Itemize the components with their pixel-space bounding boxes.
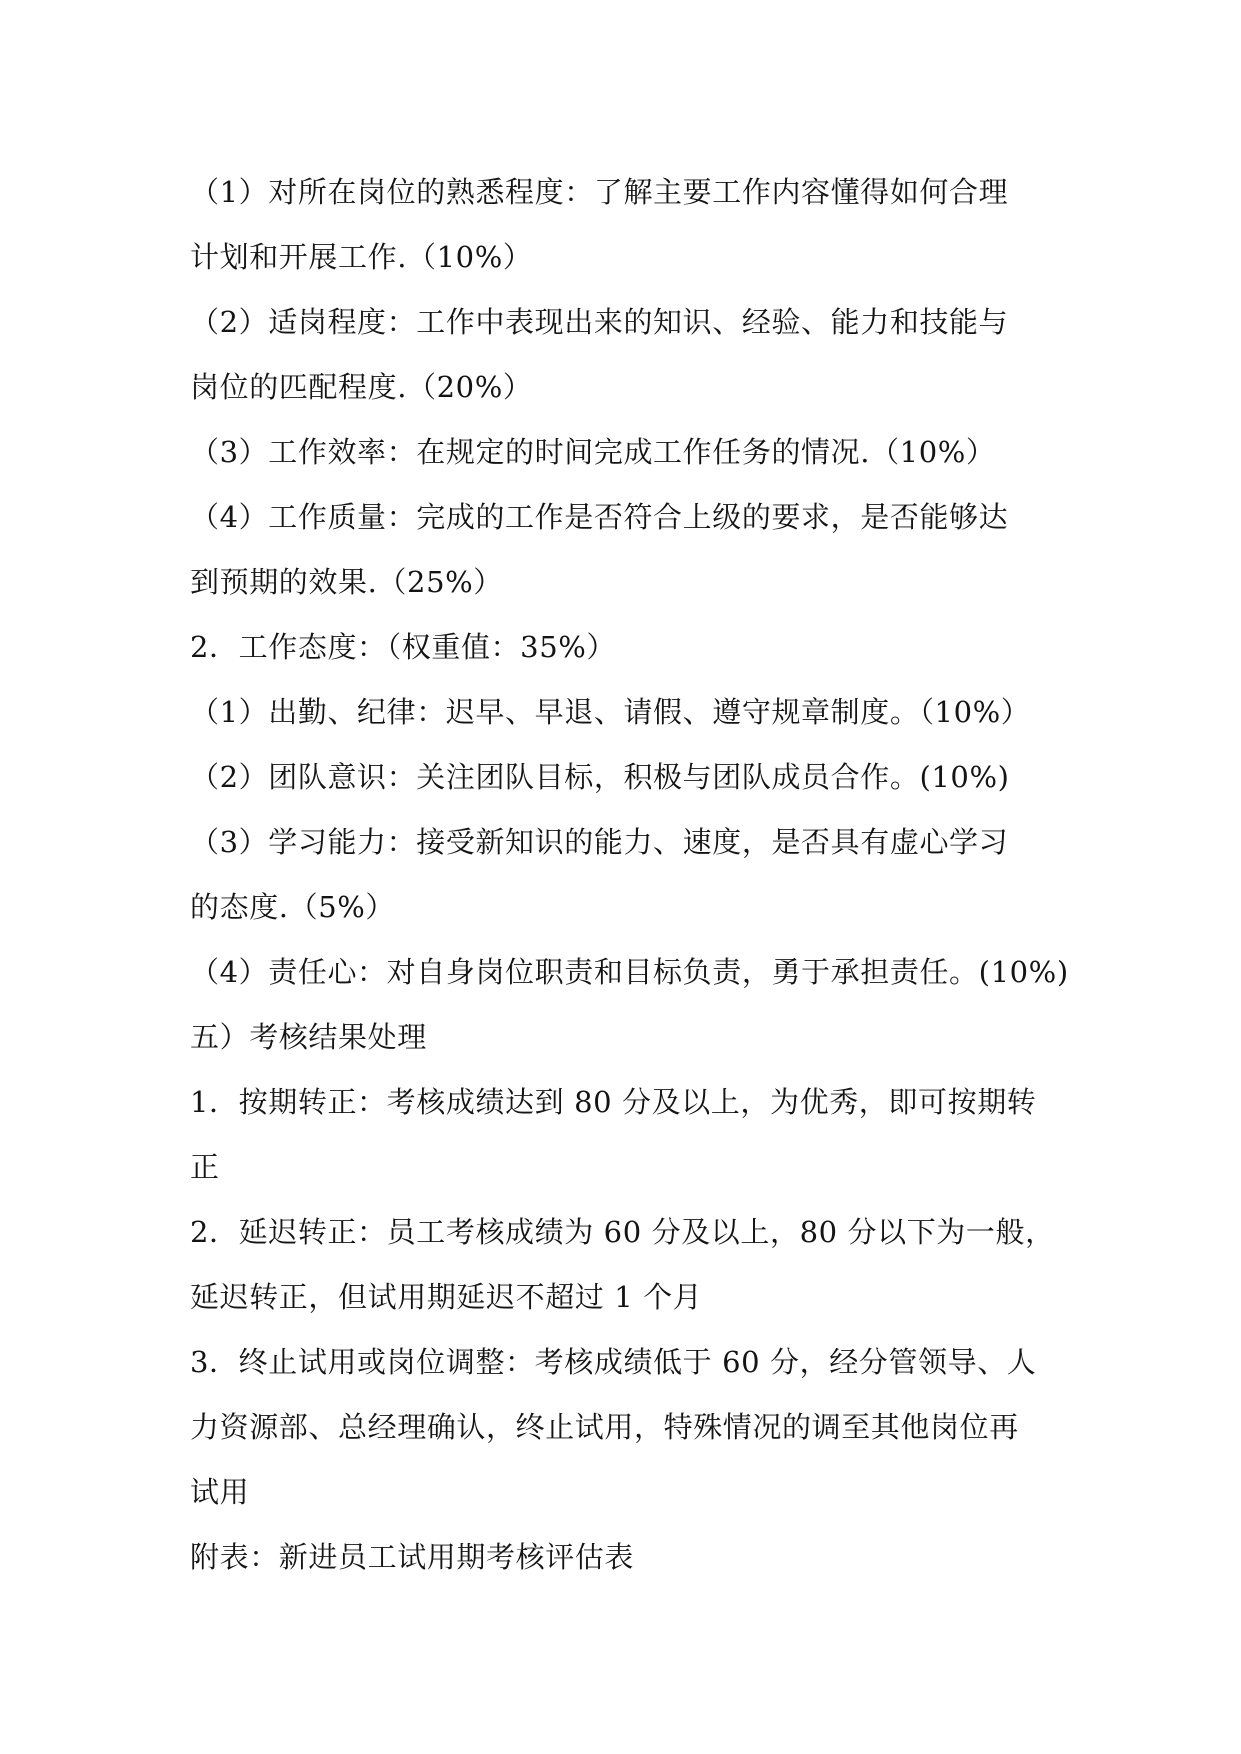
section-heading: 五）考核结果处理 bbox=[190, 1020, 427, 1054]
text-line: 到预期的效果.（25%） bbox=[190, 565, 503, 599]
text-line: 试用 bbox=[190, 1475, 250, 1509]
text-line: （1）对所在岗位的熟悉程度：了解主要工作内容懂得如何合理 bbox=[190, 175, 1009, 209]
text-line: （1）出勤、纪律：迟早、早退、请假、遵守规章制度。（10%） bbox=[190, 695, 1031, 729]
text-line: （2）适岗程度：工作中表现出来的知识、经验、能力和技能与 bbox=[190, 305, 1009, 339]
text-line: 3．终止试用或岗位调整：考核成绩低于 60 分，经分管领导、人 bbox=[190, 1345, 1037, 1379]
text-line: 力资源部、总经理确认，终止试用，特殊情况的调至其他岗位再 bbox=[190, 1410, 1019, 1444]
text-line: 正 bbox=[190, 1150, 220, 1184]
text-line: （4）工作质量：完成的工作是否符合上级的要求，是否能够达 bbox=[190, 500, 1009, 534]
section-heading: 2．工作态度：（权重值：35%） bbox=[190, 630, 617, 664]
text-line: （3）学习能力：接受新知识的能力、速度，是否具有虚心学习 bbox=[190, 825, 1009, 859]
text-line: 计划和开展工作.（10%） bbox=[190, 240, 533, 274]
text-line: （2）团队意识：关注团队目标，积极与团队成员合作。(10%) bbox=[190, 760, 1010, 794]
text-line: 岗位的匹配程度.（20%） bbox=[190, 370, 533, 404]
text-line: （4）责任心：对自身岗位职责和目标负责，勇于承担责任。(10%) bbox=[190, 955, 1069, 989]
text-line: 2．延迟转正：员工考核成绩为 60 分及以上，80 分以下为一般， bbox=[190, 1215, 1055, 1249]
appendix-note: 附表：新进员工试用期考核评估表 bbox=[190, 1540, 635, 1574]
text-line: 的态度.（5%） bbox=[190, 890, 396, 924]
document-body bbox=[190, 160, 1070, 1590]
text-line: 1．按期转正：考核成绩达到 80 分及以上，为优秀，即可按期转 bbox=[190, 1085, 1037, 1119]
text-line: （3）工作效率：在规定的时间完成工作任务的情况.（10%） bbox=[190, 435, 996, 469]
text-line: 延迟转正，但试用期延迟不超过 1 个月 bbox=[190, 1280, 703, 1314]
